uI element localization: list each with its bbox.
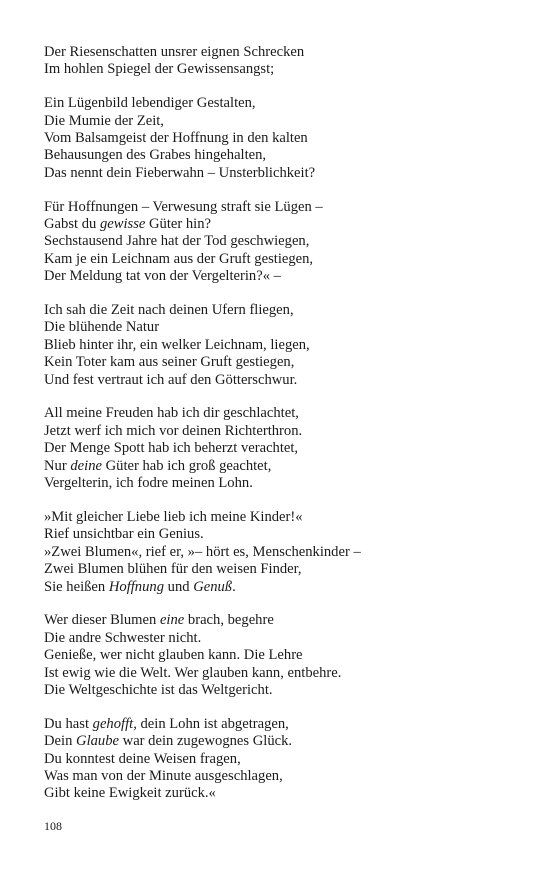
line-text: .: [232, 578, 236, 595]
line-text: Du konntest deine Weisen fragen,: [44, 750, 241, 767]
emphasized-text: Glaube: [76, 733, 119, 750]
line-text: Rief unsichtbar ein Genius.: [44, 526, 204, 543]
line-text: dein Lohn ist abgetragen,: [136, 715, 289, 732]
line-text: Nur: [44, 457, 71, 474]
stanza: [44, 302, 514, 389]
poem-line: [44, 319, 514, 336]
poem-line: [44, 526, 514, 543]
stanza: [44, 199, 514, 286]
emphasized-text: gehofft,: [92, 715, 137, 732]
line-text: Jetzt werf ich mich vor deinen Richterthron.: [44, 422, 303, 439]
poem-line: [44, 561, 514, 578]
line-text: Genieße, wer nicht glauben kann. Die Lehre: [44, 647, 303, 664]
line-text: Behausungen des Grabes hingehalten,: [44, 147, 267, 164]
emphasized-text: deine: [70, 457, 102, 474]
poem-line: [44, 165, 514, 182]
poem-line: [44, 199, 514, 216]
stanza: [44, 509, 514, 596]
stanza: [44, 44, 514, 79]
line-text: Das nennt dein Fieberwahn – Unsterblichkeit?: [44, 164, 316, 181]
poem-line: [44, 354, 514, 371]
line-text: Der Riesenschatten unsrer eignen Schrecken: [44, 44, 305, 60]
poem-line: [44, 147, 514, 164]
poem-line: [44, 458, 514, 475]
line-text: Sie heißen: [44, 578, 109, 595]
line-text: Für Hoffnungen – Verwesung straft sie Lügen –: [44, 198, 323, 215]
poem-line: [44, 647, 514, 664]
line-text: Wer dieser Blumen: [44, 612, 160, 629]
poem-line: [44, 302, 514, 319]
line-text: Blieb hinter ihr, ein welker Leichnam, liegen,: [44, 336, 310, 353]
emphasized-text: eine: [159, 612, 185, 629]
emphasized-text: Hoffnung: [108, 578, 164, 595]
line-text: Gabst du: [44, 216, 100, 233]
line-text: »Zwei Blumen«, rief er, »– hört es, Menschenkinder –: [44, 543, 361, 560]
line-text: Zwei Blumen blühen für den weisen Finder,: [44, 561, 302, 578]
line-text: Im hohlen Spiegel der Gewissensangst;: [44, 61, 275, 78]
line-text: Und fest vertraut ich auf den Götterschwur.: [44, 371, 298, 388]
poem-line: [44, 733, 514, 750]
poem-line: [44, 130, 514, 147]
line-text: Was man von der Minute ausgeschlagen,: [44, 767, 283, 784]
line-text: Gibt keine Ewigkeit zurück.«: [44, 785, 216, 802]
line-text: Der Meldung tat von der Vergelterin?« –: [44, 268, 281, 285]
line-text: Ist ewig wie die Welt. Wer glauben kann, entbehre.: [44, 664, 342, 681]
line-text: Sechstausend Jahre hat der Tod geschwiegen,: [44, 233, 310, 250]
line-text: und: [164, 578, 194, 595]
page-number: 108: [44, 819, 62, 833]
line-text: Die Weltgeschichte ist das Weltgericht.: [44, 681, 273, 698]
line-text: Vergelterin, ich fodre meinen Lohn.: [44, 475, 253, 492]
line-text: Die Mumie der Zeit,: [44, 112, 164, 129]
poem-line: [44, 405, 514, 422]
poem-line: [44, 612, 514, 629]
line-text: war dein zugewognes Glück.: [119, 733, 293, 750]
poem-line: [44, 751, 514, 768]
poem-text-block: [44, 44, 514, 819]
line-text: Die blühende Natur: [44, 319, 160, 336]
poem-line: [44, 475, 514, 492]
stanza: [44, 716, 514, 803]
stanza: [44, 612, 514, 699]
poem-line: [44, 61, 514, 78]
line-text: brach, begehre: [184, 612, 274, 629]
poem-line: [44, 509, 514, 526]
poem-line: [44, 630, 514, 647]
poem-line: [44, 372, 514, 389]
stanza: [44, 95, 514, 182]
line-text: Dein: [44, 733, 77, 750]
emphasized-text: gewisse: [99, 216, 146, 233]
poem-line: [44, 251, 514, 268]
poem-line: [44, 665, 514, 682]
line-text: Ein Lügenbild lebendiger Gestalten,: [44, 95, 256, 112]
emphasized-text: Genuß: [193, 578, 233, 595]
line-text: Du hast: [44, 715, 93, 732]
poem-line: [44, 785, 514, 802]
poem-line: [44, 423, 514, 440]
line-text: Ich sah die Zeit nach deinen Ufern fliegen,: [44, 302, 294, 319]
line-text: All meine Freuden hab ich dir geschlachtet,: [44, 405, 299, 422]
line-text: Kein Toter kam aus seiner Gruft gestiegen,: [44, 354, 295, 371]
line-text: »Mit gleicher Liebe lieb ich meine Kinder!«: [44, 508, 303, 525]
line-text: Güter hab ich groß geachtet,: [101, 457, 272, 474]
stanza: [44, 405, 514, 492]
poem-line: [44, 95, 514, 112]
poem-line: [44, 579, 514, 596]
line-text: Der Menge Spott hab ich beherzt verachtet,: [44, 440, 299, 457]
line-text: Die andre Schwester nicht.: [44, 629, 202, 646]
poem-line: [44, 113, 514, 130]
poem-line: [44, 337, 514, 354]
poem-line: [44, 268, 514, 285]
poem-line: [44, 233, 514, 250]
line-text: Vom Balsamgeist der Hoffnung in den kalten: [44, 130, 308, 147]
poem-line: [44, 716, 514, 733]
line-text: Güter hin?: [145, 216, 212, 233]
poem-line: [44, 440, 514, 457]
poem-line: [44, 544, 514, 561]
poem-line: [44, 44, 514, 61]
poem-line: [44, 216, 514, 233]
line-text: Kam je ein Leichnam aus der Gruft gestiegen,: [44, 250, 314, 267]
poem-line: [44, 682, 514, 699]
poem-line: [44, 768, 514, 785]
